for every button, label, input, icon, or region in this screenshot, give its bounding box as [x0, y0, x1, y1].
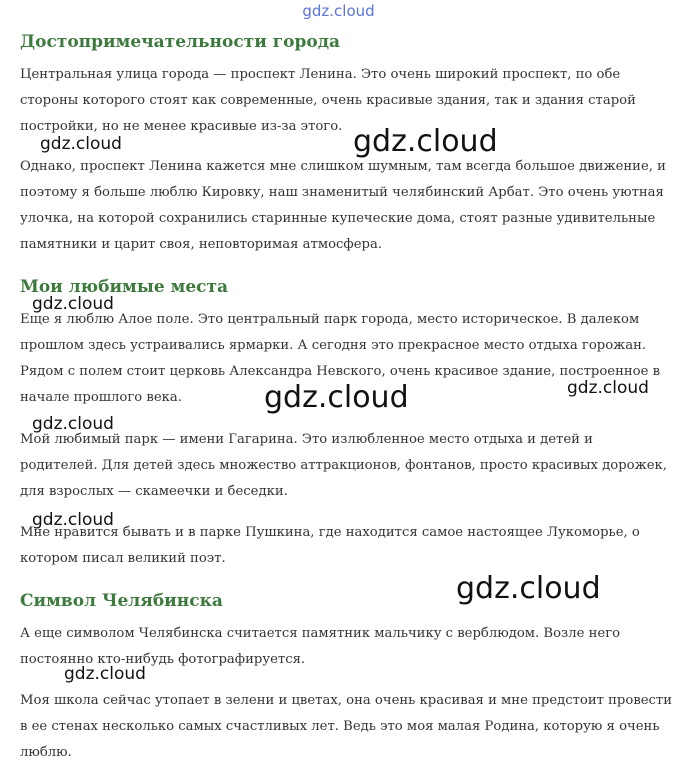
watermark: gdz.cloud [353, 124, 498, 159]
paragraph: Мой любимый парк — имени Гагарина. Это излюбленное место отдыха и детей и родителей. Для детей здесь множество аттракционов, фонтанов, просто красивых дорожек, для взрослых — скамеечки и беседки. [20, 432, 667, 499]
section-title-sights: Достопримечательности города [20, 32, 341, 52]
paragraph: А еще символом Челябинска считается памятник мальчику с верблюдом. Возле него постоянно кто-нибудь фотографируется. [20, 626, 621, 667]
watermark: gdz.cloud [40, 134, 122, 154]
paragraph: Центральная улица города — проспект Ленина. Это очень широкий проспект, по обе стороны которого стоят как современные, очень красивые здания, так и здания старой постройки, но не менее красивые из-за этого. [20, 67, 636, 134]
section-title-favorite-places: Мои любимые места [20, 277, 229, 297]
paragraph: Еще я люблю Алое поле. Это центральный парк города, место историческое. В далеком прошлом здесь устраивались ярмарки. А сегодня это прекрасное место отдыха горожан. Рядом с полем стоит церковь Александра Невского, очень красивое здание, построенное в начале прошлого века. [20, 312, 661, 405]
watermark: gdz.cloud [567, 378, 649, 398]
watermark: gdz.cloud [456, 571, 601, 606]
watermark-top: gdz.cloud [302, 2, 375, 20]
watermark: gdz.cloud [32, 294, 114, 314]
watermark: gdz.cloud [264, 380, 409, 415]
paragraph: Моя школа сейчас утопает в зелени и цветах, она очень красивая и мне предстоит провести в ее стенах несколько самых счастливых лет. Ведь это моя малая Родина, которую я очень люблю. [20, 693, 673, 760]
paragraph: Однако, проспект Ленина кажется мне слишком шумным, там всегда большое движение, и поэтому я больше люблю Кировку, наш знаменитый челябинский Арбат. Это очень уютная улочка, на которой сохранились старинные купеческие дома, стоят разные удивительные памятники и царит своя, неповторимая атмосфера. [20, 159, 666, 252]
section-title-symbol: Символ Челябинска [20, 591, 223, 611]
paragraph: Мне нравится бывать и в парке Пушкина, где находится самое настоящее Лукоморье, о котором писал великий поэт. [20, 525, 640, 566]
watermark: gdz.cloud [32, 414, 114, 434]
watermark: gdz.cloud [32, 510, 114, 530]
watermark: gdz.cloud [64, 664, 146, 684]
